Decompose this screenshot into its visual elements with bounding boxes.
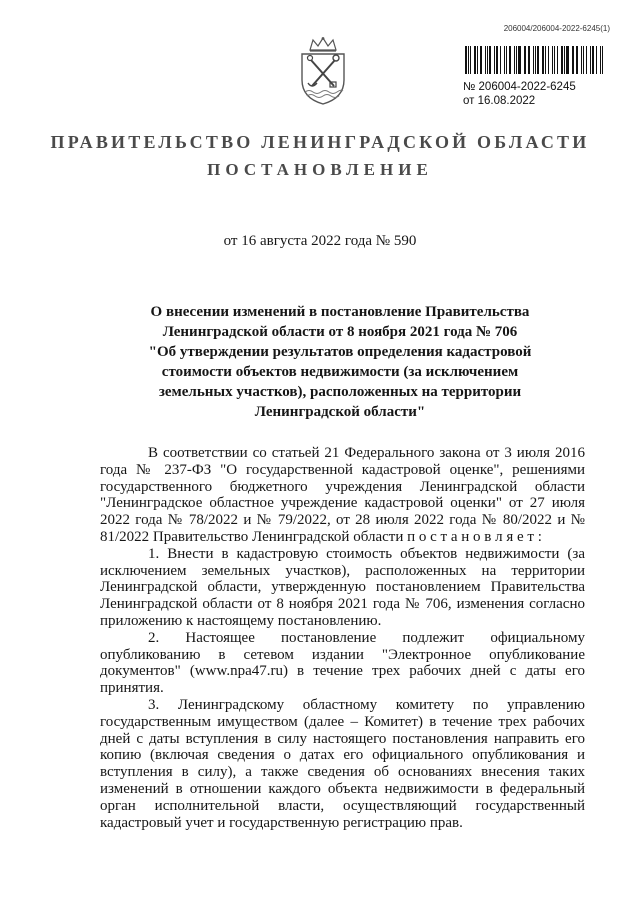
barcode-bar <box>514 46 515 74</box>
subject-line: "Об утверждении результатов определения кадастровой <box>148 344 532 360</box>
barcode-bar <box>468 46 469 74</box>
barcode-bar <box>548 46 549 74</box>
subject-line: стоимости объектов недвижимости (за исключением <box>161 364 519 380</box>
barcode-bar <box>581 46 582 74</box>
barcode-bar <box>477 46 478 74</box>
barcode-bar <box>602 46 603 74</box>
barcode-bar <box>557 46 558 74</box>
barcode-bar <box>494 46 495 74</box>
barcode-bar <box>592 46 594 74</box>
registration-date: от 16.08.2022 <box>463 95 536 107</box>
resolution-subject <box>80 302 600 422</box>
item-3-paragraph: 3. Ленинградскому областному комитету по управлению государственным имуществом (далее – Комитет) в течение трех рабочих дней с даты вступления в силу настоящего постановления направить его копию (включая сведения о датах его официального опубликования и вступления в силу), а также сведения об основаниях внесения таких изменений в отношении каждого объекта недвижимости в федеральный орган исполнительной власти, осуществляющий государственный кадастровый учет и государственную регистрацию прав. <box>100 696 585 831</box>
barcode-bar <box>480 46 482 74</box>
barcode-bar <box>576 46 578 74</box>
government-title: ПРАВИТЕЛЬСТВО ЛЕНИНГРАДСКОЙ ОБЛАСТИ <box>50 132 590 152</box>
barcode-icon <box>465 46 605 74</box>
barcode-bar <box>537 46 539 74</box>
barcode-bar <box>506 46 508 74</box>
barcode-bar <box>504 46 505 74</box>
barcode-bar <box>554 46 555 74</box>
resolution-body <box>100 445 585 831</box>
document-registration <box>463 80 576 108</box>
barcode-bar <box>566 46 568 74</box>
subject-line: Ленинградской области от 8 ноября 2021 года № 706 <box>162 324 518 340</box>
barcode-bar <box>600 46 602 74</box>
barcode-bar <box>518 46 520 74</box>
barcode-bar <box>525 46 526 74</box>
subject-line: О внесении изменений в постановление Правительства <box>150 304 530 320</box>
document-number: № 206004-2022-6245 <box>463 81 576 93</box>
barcode-bar <box>496 46 498 74</box>
barcode-bar <box>535 46 536 74</box>
barcode-bar <box>524 46 525 74</box>
coat-of-arms-icon <box>296 36 350 106</box>
barcode-bar <box>583 46 585 74</box>
barcode-bar <box>564 46 565 74</box>
barcode-bar <box>489 46 491 74</box>
subject-line: Ленинградской области" <box>254 404 426 420</box>
barcode-bar <box>586 46 587 74</box>
barcode-bar <box>465 46 467 74</box>
barcode-bar <box>533 46 534 74</box>
barcode-bar <box>590 46 591 74</box>
subject-line: земельных участков), расположенных на территории <box>158 384 522 400</box>
barcode-bar <box>487 46 488 74</box>
item-1-paragraph: 1. Внести в кадастровую стоимость объектов недвижимости (за исключением земельных участков), расположенных на территории Ленинградской области, утвержденную постановлением Правительства Ленинградской области от 8 ноября 2021 года № 706, изменения согласно приложению к настоящему постановлению. <box>100 545 585 629</box>
item-2-paragraph: 2. Настоящее постановление подлежит официальному опубликованию в сетевом издании "Электронное опубликование документов" (www.npa47.ru) в течение трех рабочих дней с даты его принятия. <box>100 629 585 697</box>
barcode-bar <box>474 46 476 74</box>
barcode-bar <box>500 46 501 74</box>
barcode-bar <box>545 46 546 74</box>
barcode-bar <box>596 46 597 74</box>
barcode-bar <box>542 46 544 74</box>
barcode-bar <box>509 46 511 74</box>
barcode-bar <box>561 46 563 74</box>
barcode-bar <box>485 46 486 74</box>
reference-code: 206004/206004-2022-6245(1) <box>503 24 610 33</box>
preamble-paragraph: В соответствии со статьей 21 Федерального закона от 3 июля 2016 года № 237-ФЗ "О государственной кадастровой оценке", решениями государственного бюджетного учреждения Ленинградской области "Ленинградское областное учреждение кадастровой оценки" от 27 июля 2022 года № 78/2022 и № 79/2022, от 28 июля 2022 года № 80/2022 и № 81/2022 Правительство Ленинградской области п о с т а н о в л я е т : <box>100 445 585 545</box>
barcode-bar <box>572 46 573 74</box>
barcode-bar <box>470 46 471 74</box>
resolution-date-line: от 16 августа 2022 года № 590 <box>223 233 417 249</box>
barcode-bar <box>573 46 574 74</box>
barcode-bar <box>516 46 517 74</box>
barcode-bar <box>528 46 530 74</box>
document-type: ПОСТАНОВЛЕНИЕ <box>207 160 433 179</box>
barcode-bar <box>552 46 554 74</box>
